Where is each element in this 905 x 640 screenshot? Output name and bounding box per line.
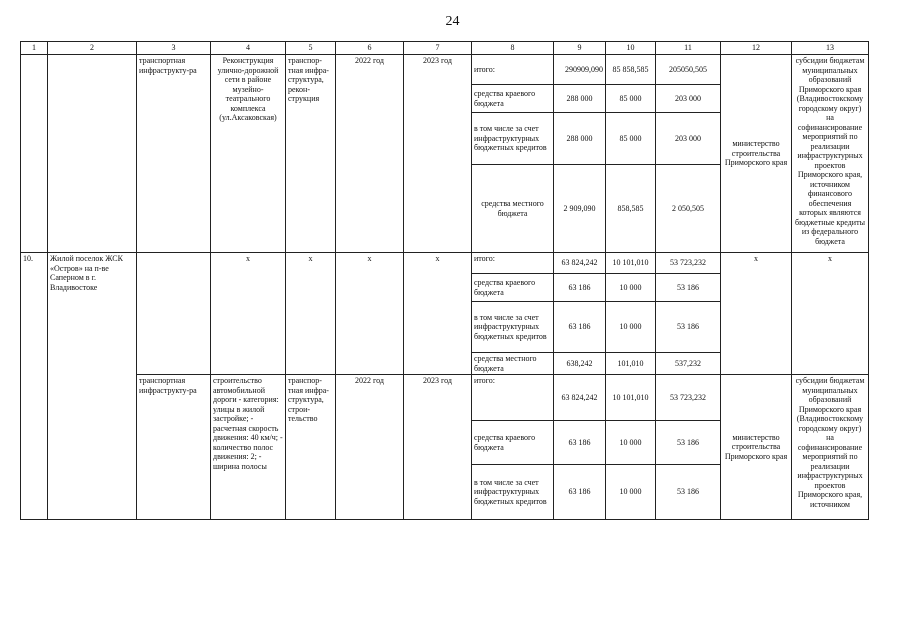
value-cell: 53 186: [656, 274, 721, 302]
funding-label: в том числе за счет инфраструктурных бюджетных кредитов: [472, 465, 554, 520]
empty-cell: [48, 55, 137, 253]
header-cell: 7: [404, 42, 472, 55]
value-cell: 53 186: [656, 465, 721, 520]
page-number: 24: [445, 14, 460, 29]
header-cell: 10: [606, 42, 656, 55]
value-cell: 205050,505: [656, 55, 721, 85]
responsible-cell: министерство строительства Приморского края: [721, 55, 792, 253]
header-cell: 3: [137, 42, 211, 55]
responsible-cell: министерство строительства Приморского края: [721, 375, 792, 520]
funding-label: итого:: [472, 55, 554, 85]
value-cell: 63 186: [554, 465, 606, 520]
header-cell: 11: [656, 42, 721, 55]
project-description-cell: Реконструкция улично-дорожной сети в районе музейно-театрального комплекса (ул.Аксаковская): [211, 55, 286, 253]
value-cell: 290909,090: [554, 55, 606, 85]
value-cell: 63 186: [554, 421, 606, 465]
start-year-cell: 2022 год: [336, 375, 404, 520]
header-cell: 12: [721, 42, 792, 55]
budget-table: [20, 41, 869, 520]
project-type-cell: транспор-тная инфра-структура, строи-тельство: [286, 375, 336, 520]
value-cell: 63 186: [554, 302, 606, 353]
table-row: [21, 55, 869, 85]
value-cell: 10 000: [606, 274, 656, 302]
value-cell: 288 000: [554, 85, 606, 113]
value-cell: 63 186: [554, 274, 606, 302]
empty-cell: [21, 55, 48, 253]
funding-label: в том числе за счет инфраструктурных бюджетных кредитов: [472, 302, 554, 353]
funding-label: средства краевого бюджета: [472, 274, 554, 302]
na-cell: х: [336, 253, 404, 375]
project-description-cell: строительство автомобильной дороги - категория: улицы в жилой застройке; - расчетная скорость движения: 40 км/ч; - количество полос движения: 2; - ширина полосы: [211, 375, 286, 520]
value-cell: 10 000: [606, 421, 656, 465]
na-cell: х: [792, 253, 869, 375]
header-cell: 1: [21, 42, 48, 55]
value-cell: 10 101,010: [606, 375, 656, 421]
funding-label: средства краевого бюджета: [472, 421, 554, 465]
funding-label: итого:: [472, 375, 554, 421]
value-cell: 203 000: [656, 113, 721, 165]
funding-label: итого:: [472, 253, 554, 274]
header-cell: 8: [472, 42, 554, 55]
value-cell: 85 000: [606, 85, 656, 113]
value-cell: 63 824,242: [554, 253, 606, 274]
funding-label: средства краевого бюджета: [472, 85, 554, 113]
row-number: 10.: [21, 253, 48, 520]
value-cell: 10 000: [606, 302, 656, 353]
header-cell: 13: [792, 42, 869, 55]
na-cell: х: [721, 253, 792, 375]
funding-label: в том числе за счет инфраструктурных бюджетных кредитов: [472, 113, 554, 165]
header-cell: 2: [48, 42, 137, 55]
object-name-cell: Жилой поселок ЖСК «Остров» на п-ве Саперном в г. Владивостоке: [48, 253, 137, 520]
header-row: [21, 42, 869, 55]
value-cell: 858,585: [606, 165, 656, 253]
empty-cell: [137, 253, 211, 375]
header-cell: 5: [286, 42, 336, 55]
value-cell: 10 101,010: [606, 253, 656, 274]
funding-label: средства местного бюджета: [472, 353, 554, 375]
value-cell: 10 000: [606, 465, 656, 520]
na-cell: х: [286, 253, 336, 375]
funding-source-cell: субсидии бюджетам муниципальных образований Приморского края (Владивостокскому городскому округ) на софинансирование мероприятий по реализации инфраструктурных проектов Приморского края, источником: [792, 375, 869, 520]
value-cell: 53 186: [656, 302, 721, 353]
value-cell: 2 050,505: [656, 165, 721, 253]
value-cell: 53 723,232: [656, 375, 721, 421]
value-cell: 101,010: [606, 353, 656, 375]
value-cell: 288 000: [554, 113, 606, 165]
value-cell: 63 824,242: [554, 375, 606, 421]
value-cell: 53 723,232: [656, 253, 721, 274]
value-cell: 203 000: [656, 85, 721, 113]
value-cell: 638,242: [554, 353, 606, 375]
funding-source-cell: субсидии бюджетам муниципальных образований Приморского края (Владивостокскому городскому округ) на софинансирование мероприятий по реализации инфраструктурных проектов Приморского края, источником финансового обеспечения которых являются бюджетные кредиты из федерального бюджета: [792, 55, 869, 253]
value-cell: 2 909,090: [554, 165, 606, 253]
table-row: [21, 375, 869, 421]
header-cell: 6: [336, 42, 404, 55]
end-year-cell: 2023 год: [404, 375, 472, 520]
sector-cell: транспортная инфраструкту-ра: [137, 375, 211, 520]
na-cell: х: [211, 253, 286, 375]
funding-label: средства местного бюджета: [472, 165, 554, 253]
value-cell: 537,232: [656, 353, 721, 375]
project-type-cell: транспор-тная инфра-структура, рекон-струкция: [286, 55, 336, 253]
end-year-cell: 2023 год: [404, 55, 472, 253]
table-row: [21, 253, 869, 274]
value-cell: 85 858,585: [606, 55, 656, 85]
start-year-cell: 2022 год: [336, 55, 404, 253]
header-cell: 4: [211, 42, 286, 55]
na-cell: х: [404, 253, 472, 375]
sector-cell: транспортная инфраструкту-ра: [137, 55, 211, 253]
value-cell: 53 186: [656, 421, 721, 465]
value-cell: 85 000: [606, 113, 656, 165]
header-cell: 9: [554, 42, 606, 55]
